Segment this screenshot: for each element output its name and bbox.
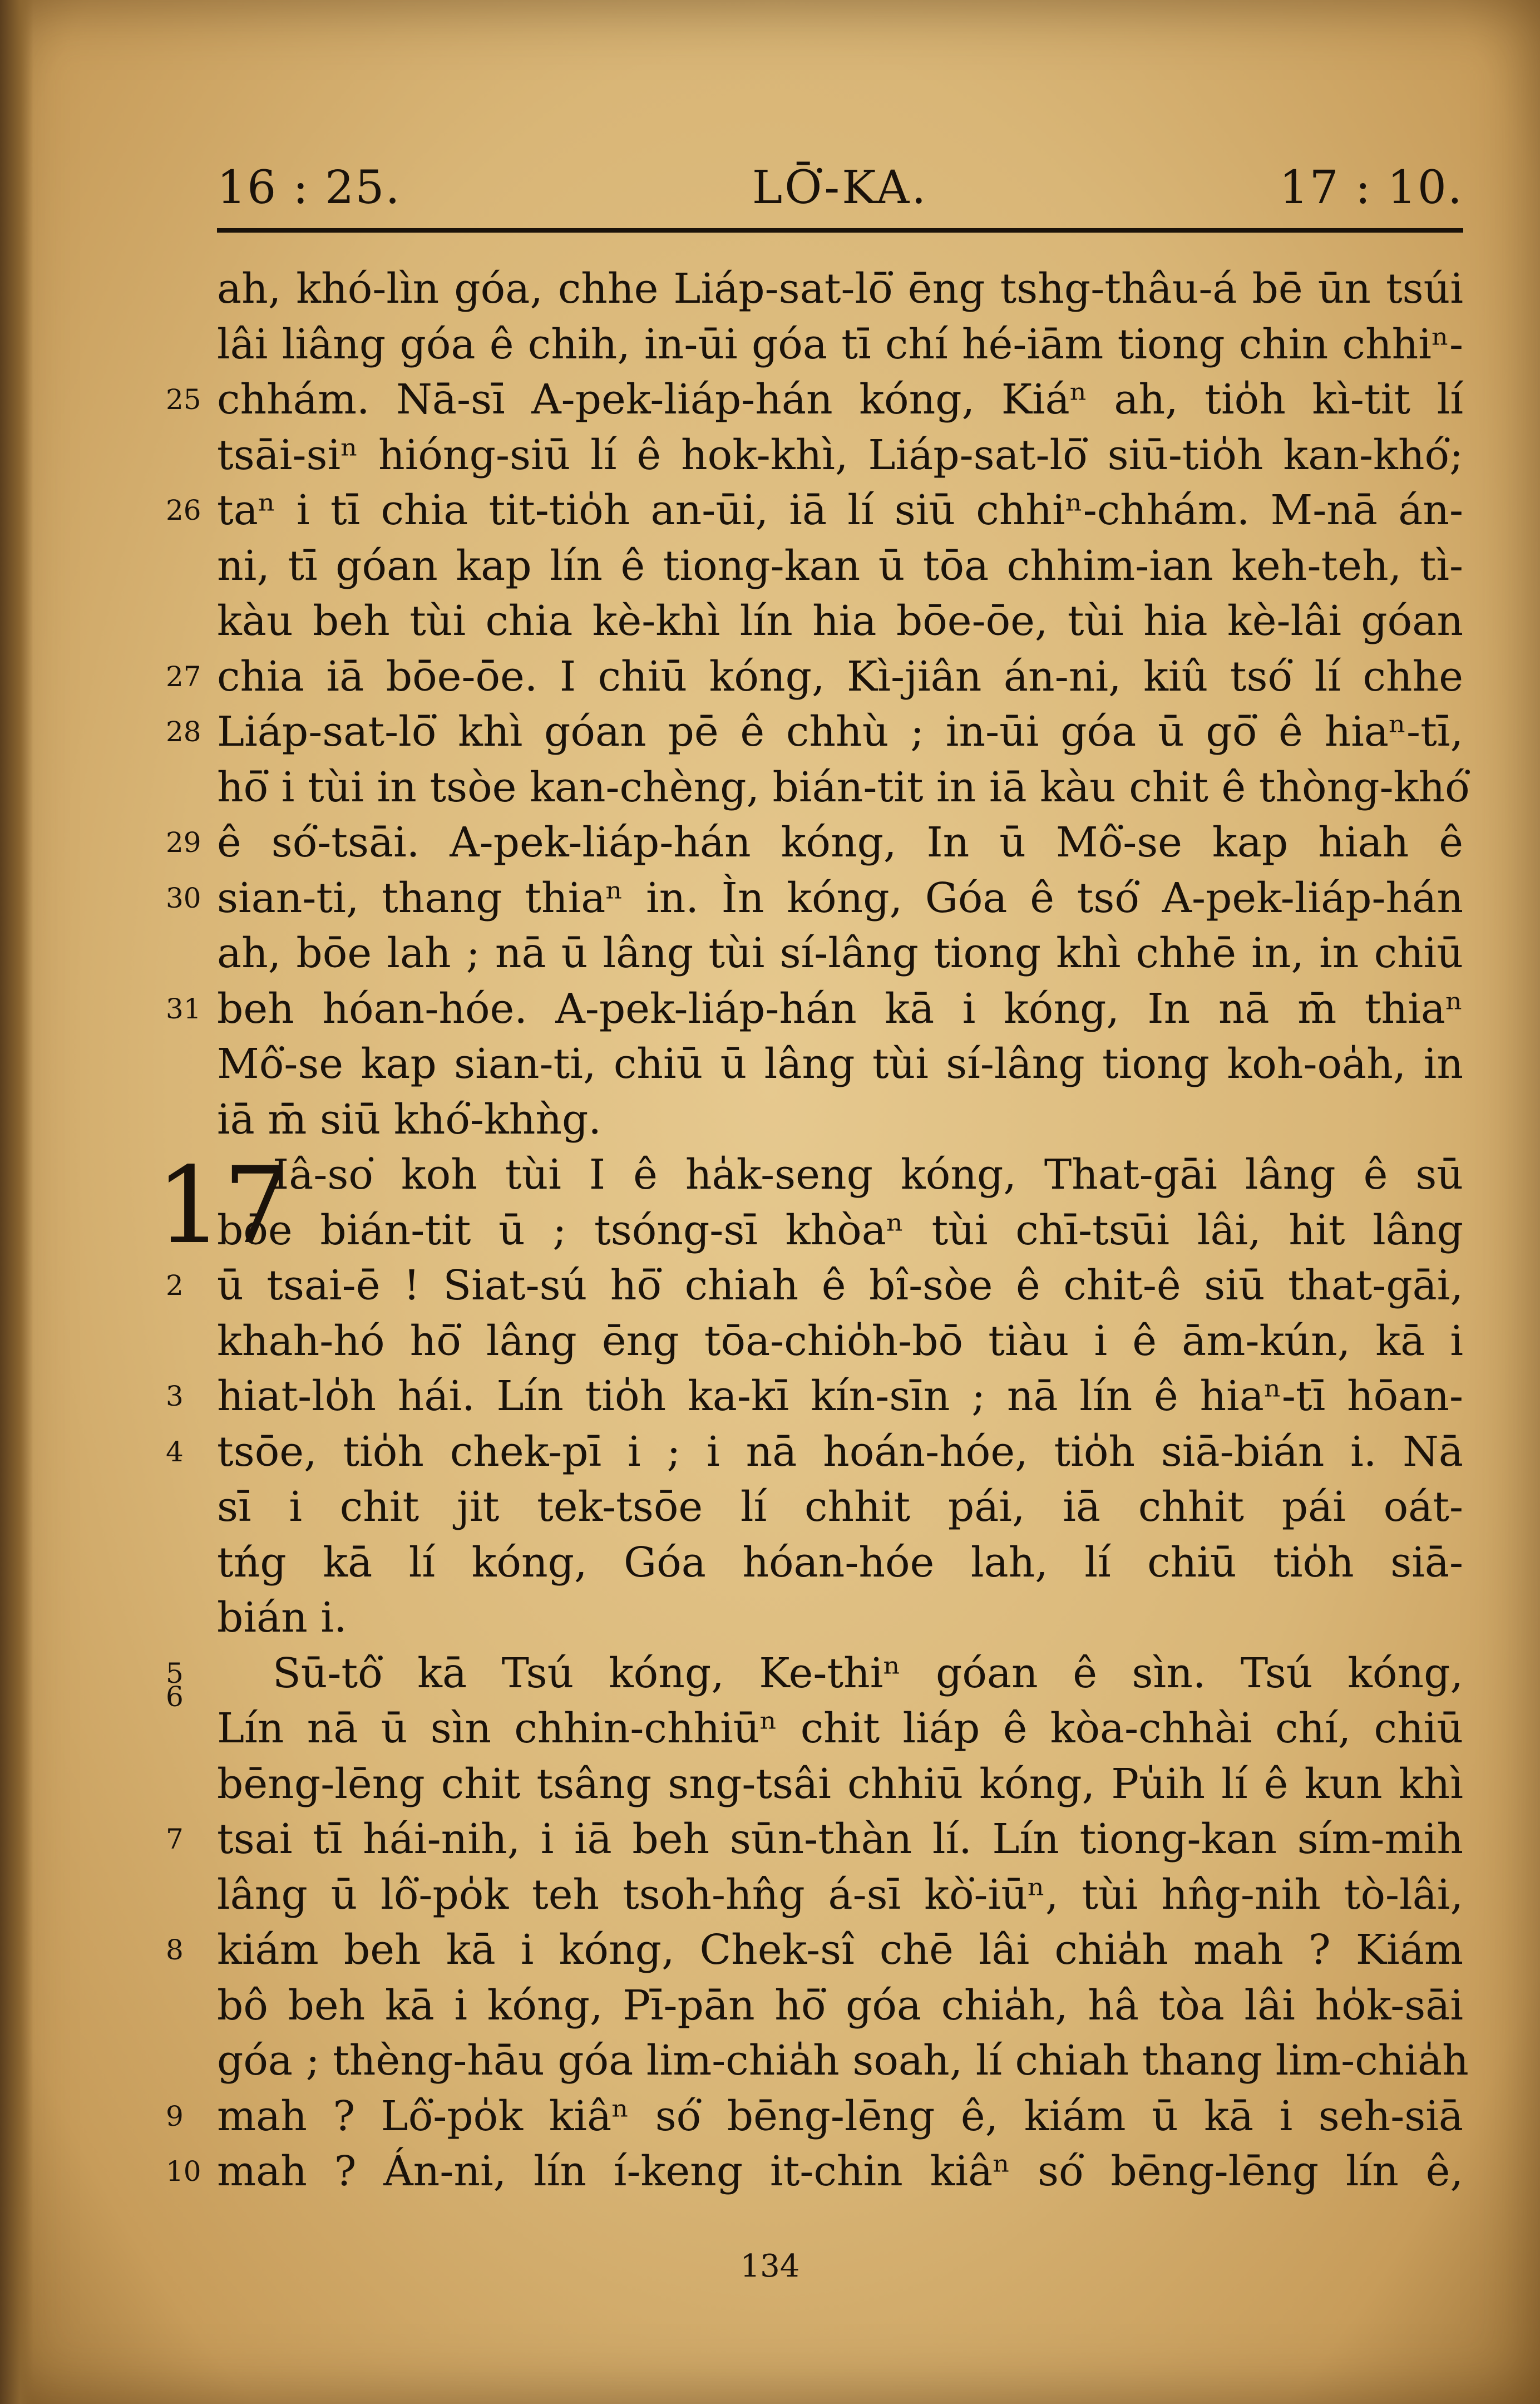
line-text: lâng ū lô͘-po̍k teh tsoh-hn̂g á-sī kò͘-iūⁿ, tùi hn̂g-nih tò-lâi, (217, 1870, 1463, 1919)
line-text: chhám. Nā-sī A-pek-liáp-hán kóng, Kiáⁿ ah, tio̍h kì-tit lí (217, 376, 1463, 423)
text-line (217, 428, 1463, 484)
text-line (166, 871, 1463, 927)
chapter-number: 17 (156, 1144, 290, 1267)
line-text: tńg kā lí kóng, Góa hóan-hóe lah, lí chiū tio̍h siā- (217, 1538, 1463, 1587)
line-text: tsai tī hái-nih, i iā beh sūn-thàn lí. Lín tiong-kan sím-mih (217, 1815, 1463, 1863)
line-text: ê só͘-tsāi. A-pek-liáp-hán kóng, In ū Mô͘-se kap hiah ê (217, 819, 1463, 866)
verse-number: 4 (166, 1435, 184, 1468)
text-line (166, 2089, 1463, 2145)
text-line (217, 262, 1463, 317)
text-line (217, 1701, 1463, 1757)
text-line (217, 594, 1463, 649)
header-book-title: LŌ͘-KA. (752, 161, 929, 214)
text-line (217, 1203, 1463, 1259)
text-line (166, 2144, 1463, 2200)
line-text: Liáp-sat-lō͘ khì góan pē ê chhù ; in-ūi góa ū gō͘ ê hiaⁿ-tī, (217, 708, 1463, 756)
line-text: hō͘ i tùi in tsòe kan-chèng, bián-tit in iā kàu chit ê thòng-khó͘ (217, 763, 1470, 811)
header-right-reference: 17 : 10. (1279, 161, 1463, 214)
running-header (217, 150, 1463, 223)
text-line (217, 1037, 1463, 1092)
line-text: bián i. (217, 1594, 347, 1642)
verse-number: 10 (166, 2155, 201, 2188)
text-line (217, 926, 1463, 982)
line-text: tsōe, tio̍h chek-pī i ; i nā hoán-hóe, tio̍h siā-bián i. Nā (217, 1427, 1463, 1476)
text-line (166, 372, 1463, 428)
verse-number: 7 (166, 1823, 184, 1855)
line-text: beh hóan-hóe. A-pek-liáp-hán kā i kóng, In nā m̄ thiaⁿ (217, 984, 1463, 1033)
text-line (217, 317, 1463, 373)
line-text: góa ; thèng-hāu góa lim-chia̍h soah, lí chiah thang lim-chia̍h (217, 2037, 1469, 2085)
line-text: mah ? Lô͘-po̍k kiâⁿ só͘ bēng-lēng ê, kiám ū kā i seh-siā (217, 2092, 1463, 2140)
header-left-reference: 16 : 25. (217, 161, 401, 214)
text-line (217, 2033, 1469, 2089)
text-line (217, 760, 1470, 816)
text-line (166, 649, 1463, 705)
text-line (166, 1646, 1463, 1713)
verse-number: 25 (166, 383, 201, 416)
line-text: bōe bián-tit ū ; tsóng-sī khòaⁿ tùi chī-tsūi lâi, hit lâng (217, 1206, 1463, 1254)
book-spine-shadow (0, 0, 33, 2404)
line-text: ū tsai-ē ! Siat-sú hō͘ chiah ê bî-sòe ê chit-ê siū that-gāi, (217, 1262, 1463, 1309)
page-number: 134 (740, 2248, 800, 2284)
line-text: Lín nā ū sìn chhin-chhiūⁿ chit liáp ê kòa-chhài chí, chiū (217, 1705, 1463, 1752)
text-line (166, 982, 1463, 1037)
line-text: tsāi-siⁿ hióng-siū lí ê hok-khì, Liáp-sat-lō͘ siū-tio̍h kan-khó͘; (217, 431, 1463, 479)
verse-number: 26 (166, 494, 201, 526)
text-line (217, 1535, 1463, 1591)
text-line (166, 1258, 1463, 1314)
line-text: bēng-lēng chit tsâng sng-tsâi chhiū kóng, Pu̍ih lí ê kun khì (217, 1760, 1463, 1808)
verse-number: 3 (166, 1380, 184, 1412)
verse-number: 29 (166, 826, 201, 859)
verse-number: 6 (166, 1680, 184, 1713)
text-line (166, 1923, 1463, 1978)
text-line (166, 1425, 1463, 1480)
text-line (217, 1590, 1463, 1646)
text-line (217, 1868, 1463, 1923)
line-text: taⁿ i tī chia tit-tio̍h an-ūi, iā lí siū chhiⁿ-chhám. M-nā án- (217, 486, 1463, 534)
text-line (166, 483, 1463, 539)
line-text: ni, tī góan kap lín ê tiong-kan ū tōa chhim-ian keh-teh, tì- (217, 541, 1463, 590)
scripture-text (156, 262, 1470, 2200)
text-line (166, 815, 1463, 871)
verse-number: 5 (166, 1657, 184, 1689)
text-line (166, 1812, 1463, 1868)
line-text: hiat-lo̍h hái. Lín tio̍h ka-kī kín-sīn ; nā lín ê hiaⁿ-tī hōan- (217, 1372, 1463, 1420)
text-line (166, 1369, 1463, 1425)
line-text: kiám beh kā i kóng, Chek-sî chē lâi chia̍h mah ? Kiám (217, 1926, 1463, 1974)
line-text: iā m̄ siū khó͘-khǹg. (217, 1095, 601, 1144)
line-text: kàu beh tùi chia kè-khì lín hia bōe-ōe, tùi hia kè-lâi góan (217, 597, 1463, 645)
text-line (217, 1757, 1463, 1812)
line-text: lâi liâng góa ê chih, in-ūi góa tī chí hé-iām tiong chin chhiⁿ- (217, 320, 1463, 368)
verse-number: 30 (166, 881, 201, 914)
line-text: mah ? Án-ni, lín í-keng it-chin kiâⁿ só͘ bēng-lēng lín ê, (217, 2147, 1463, 2195)
header-rule (217, 228, 1463, 233)
verse-number: 27 (166, 660, 201, 693)
line-text: chia iā bōe-ōe. I chiū kóng, Kì-jiân án-ni, kiû tsó͘ lí chhe (217, 652, 1463, 701)
verse-number: 2 (166, 1269, 184, 1302)
line-text: bô beh kā i kóng, Pī-pān hō͘ góa chia̍h, hâ tòa lâi ho̍k-sāi (217, 1981, 1463, 2029)
text-line (217, 1092, 1463, 1148)
text-line (217, 1314, 1463, 1370)
line-text: sī i chit jit tek-tsōe lí chhit pái, iā chhit pái oát- (217, 1483, 1463, 1531)
line-text: ah, khó-lìn góa, chhe Liáp-sat-lō͘ ēng tshg-thâu-á bē ūn tsúi (217, 265, 1463, 313)
text-line (217, 1978, 1463, 2034)
verse-number: 28 (166, 716, 201, 748)
line-text: ah, bōe lah ; nā ū lâng tùi sí-lâng tiong khì chhē in, in chiū (217, 929, 1463, 977)
text-line (217, 539, 1463, 594)
line-text: Sū-tô͘ kā Tsú kóng, Ke-thiⁿ góan ê sìn. Tsú kóng, (273, 1649, 1463, 1697)
line-text: sian-ti, thang thiaⁿ in. Ìn kóng, Góa ê tsó͘ A-pek-liáp-hán (217, 874, 1463, 922)
verse-number: 8 (166, 1934, 184, 1966)
text-line (166, 705, 1463, 760)
verse-number: 31 (166, 992, 201, 1025)
verse-number: 9 (166, 2100, 184, 2132)
line-text: Mô͘-se kap sian-ti, chiū ū lâng tùi sí-lâng tiong koh-oa̍h, in (217, 1040, 1463, 1088)
line-text: Iâ-so͘ koh tùi I ê ha̍k-seng kóng, That-gāi lâng ê sū (273, 1151, 1463, 1199)
text-line (217, 1480, 1463, 1535)
line-text: khah-hó hō͘ lâng ēng tōa-chio̍h-bō tiàu i ê ām-kún, kā i (217, 1317, 1463, 1365)
